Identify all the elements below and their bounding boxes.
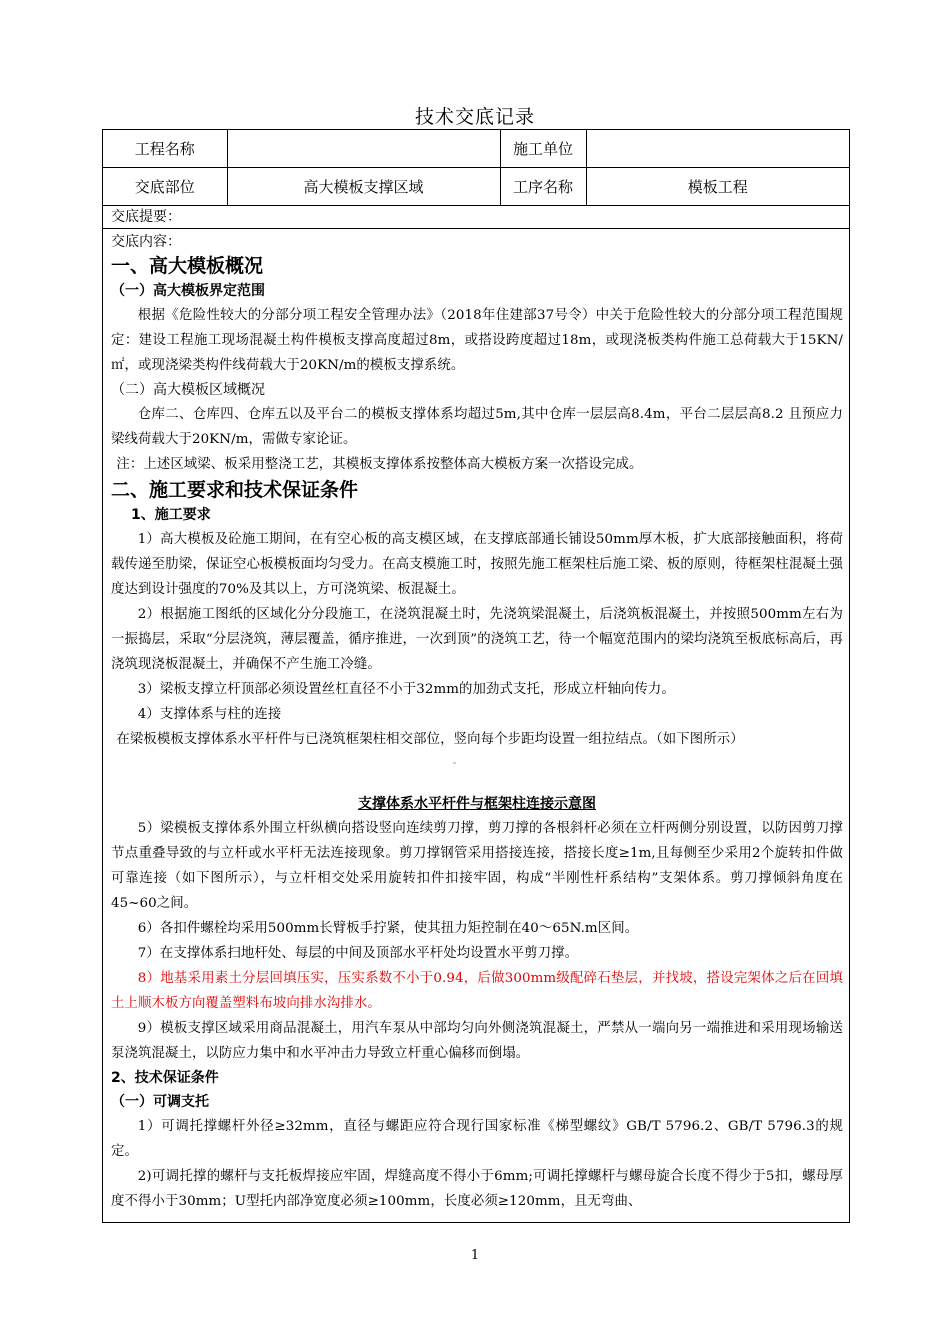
section1-sub1-heading: （一）高大模板界定范围 [111,283,265,299]
info-row-part [103,168,849,206]
document-title: 技术交底记录 [414,106,535,128]
section2-heading: 二、施工要求和技术保证条件 [111,479,359,501]
section2-sub2-heading: 2、技术保证条件 [111,1070,219,1086]
tech-item-2: 2)可调托撑的螺杆与支托板焊接应牢固，焊缝高度不得小于6mm;可调托撑螺杆与螺母旋合长度不得少于5扣，螺母厚度不得小于30mm；U型托内部净宽度必须≥100mm，长度必须≥120mm，且无弯曲、 [111,1169,843,1209]
construction-unit-value [586,130,849,168]
section2-sub1-heading: 1、施工要求 [131,507,211,523]
handover-part-value: 高大模板支撑区域 [227,168,500,206]
requirement-item-7: 7）在支撑体系扫地杆处、每层的中间及顶部水平杆处均设置水平剪刀撑。 [137,946,579,961]
figure-placeholder [111,752,843,792]
requirement-item-2: 2）根据施工图纸的区域化分分段施工，在浇筑混凝土时，先浇筑梁混凝土，后浇筑板混凝土，并按照500mm左右为一振捣层，采取“分层浇筑，薄层覆盖，循序推进，一次到顶”的浇筑工艺，待一个幅宽范围内的梁均浇筑至板底标高后，再浇筑现浇板混凝土，并确保不产生施工冷缝。 [111,607,843,672]
requirement-item-6: 6）各扣件螺栓均采用500mm长臂板手拧紧，使其扭力矩控制在40～65N.m区间。 [137,921,639,936]
section1-sub2-text: 仓库二、仓库四、仓库五以及平台二的模板支撑体系均超过5m,其中仓库一层层高8.4m，平台二层层高8.2 且预应力梁线荷载大于20KN/m，需做专家论证。 [111,407,843,447]
adjustable-support-heading: （一）可调支托 [111,1094,209,1110]
construction-unit-label: 施工单位 [500,130,586,168]
section1-heading: 一、高大模板概况 [111,255,264,277]
summary-label: 交底提要： [103,206,849,229]
project-name-value [227,130,500,168]
requirement-item-3: 3）梁板支撑立杆顶部必须设置丝杠直径不小于32mm的加劲式支托，形成立杆轴向传力。 [137,682,675,697]
section1-note: 注：上述区域梁、板采用整浇工艺，其模板支撑体系按整体高大模板方案一次搭设完成。 [116,457,643,472]
process-name-label: 工序名称 [500,168,586,206]
info-row-project [103,130,849,168]
handover-part-label: 交底部位 [103,168,227,206]
handover-record-frame [102,129,850,1223]
process-name-value: 模板工程 [586,168,849,206]
tech-item-1: 1）可调托撑螺杆外径≥32mm，直径与螺距应符合现行国家标准《梯型螺纹》GB/T 5796.2、GB/T 5796.3的规定。 [111,1119,843,1159]
section1-sub2-heading: （二）高大模板区域概况 [111,382,265,398]
requirement-item-1: 1）高大模板及砼施工期间，在有空心板的高支模区域，在支撑底部通长铺设50mm厚木板，扩大底部接触面积，将荷载传递至肋梁，保证空心板模板面均匀受力。在高支模施工时，按照先施工框架柱后施工梁、板的原则，待框架柱混凝土强度达到设计强度的70%及其以上，方可浇筑梁、板混凝土。 [111,532,843,597]
figure-mark [453,762,456,764]
project-name-label: 工程名称 [103,130,227,168]
page-number: 1 [470,1248,480,1263]
requirement-item-4: 4）支撑体系与柱的连接 [137,707,282,722]
handover-content [103,229,849,1214]
requirement-item-4-text: 在梁板模板支撑体系水平杆件与已浇筑框架柱相交部位，竖向每个步距均设置一组拉结点。（如下图所示） [116,732,744,747]
section1-sub1-text: 根据《危险性较大的分部分项工程安全管理办法》（2018年住建部37号令）中关于危险性较大的分部分项工程范围规定：建设工程施工现场混凝土构件模板支撑高度超过8m，或搭设跨度超过18m，或现浇板类构件施工总荷载大于15KN/㎡，或现浇梁类构件线荷载大于20KN/m的模板支撑系统。 [111,308,843,373]
requirement-item-8: 8）地基采用素土分层回填压实，压实系数不小于0.94，后做300mm级配碎石垫层，并找坡，搭设完架体之后在回填土上顺木板方向覆盖塑料布坡向排水沟排水。 [111,971,843,1011]
content-label: 交底内容： [111,234,181,250]
requirement-item-5: 5）梁模板支撑体系外围立杆纵横向搭设竖向连续剪刀撑，剪刀撑的各根斜杆必须在立杆两侧分别设置，以防因剪刀撑节点重叠导致的与立杆或水平杆无法连接现象。剪刀撑钢管采用搭接连接，搭接长度≥1m,且每侧至少采用2个旋转扣件做可靠连接（如下图所示），与立杆相交处采用旋转扣件扣接牢固，构成“半刚性杆系结构”支架体系。剪刀撑倾斜角度在45~60之间。 [111,821,843,911]
figure-caption: 支撑体系水平杆件与框架柱连接示意图 [358,796,596,812]
info-table [103,130,849,206]
requirement-item-9: 9）模板支撑区域采用商品混凝土，用汽车泵从中部均匀向外侧浇筑混凝土，严禁从一端向另一端推进和采用现场输送泵浇筑混凝土，以防应力集中和水平冲击力导致立杆重心偏移而倒塌。 [111,1021,843,1061]
